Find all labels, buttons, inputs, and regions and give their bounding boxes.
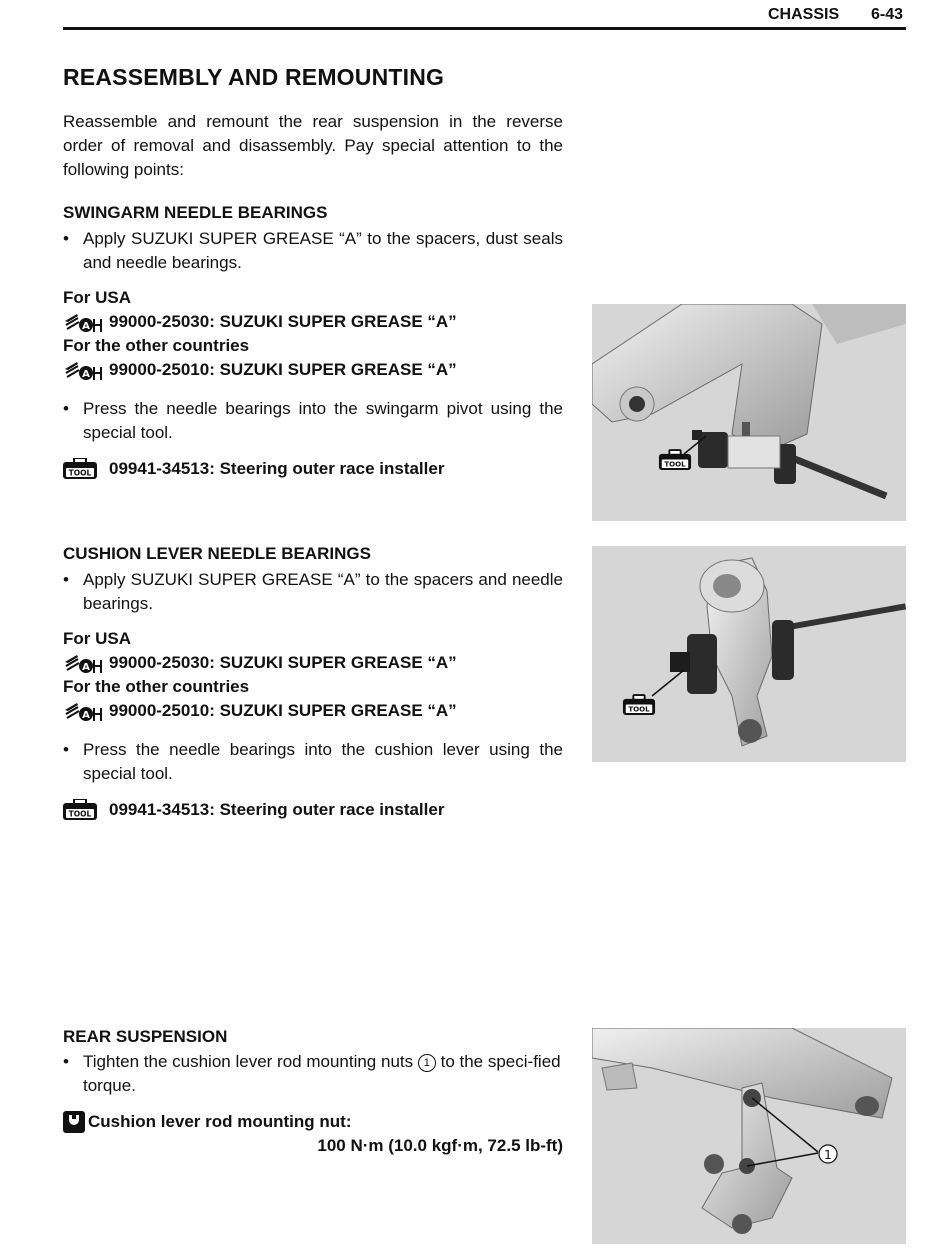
header-rule	[63, 27, 906, 30]
tool-icon	[622, 694, 656, 717]
torque-value: 100 N·m (10.0 kgf·m, 72.5 lb-ft)	[317, 1136, 563, 1155]
swingarm-bullet-grease	[63, 227, 563, 275]
tool-badge-text: TOOL	[628, 704, 650, 714]
grease-badge-letter: A	[82, 710, 90, 721]
page-title: REASSEMBLY AND REMOUNTING	[63, 64, 445, 90]
cushion-bullet-grease	[63, 568, 563, 616]
swingarm-grease-usa: 99000-25030: SUZUKI SUPER GREASE “A”	[109, 312, 457, 331]
cushion-bullet-press	[63, 738, 563, 786]
grease-icon	[63, 311, 105, 333]
bullet-text	[83, 1050, 563, 1098]
grease-badge-letter: A	[82, 369, 90, 380]
bullet-text-part1: Tighten the cushion lever rod mounting nuts	[83, 1052, 414, 1071]
swingarm-region-other: For the other countries	[63, 336, 250, 355]
swingarm-tool: 09941-34513: Steering outer race installer	[109, 459, 445, 478]
bullet-dot: •	[63, 229, 69, 248]
tool-badge-text: TOOL	[68, 809, 92, 819]
torque-wrench-icon	[63, 1111, 85, 1133]
rear-suspension-photo	[592, 1028, 906, 1244]
swingarm-region-usa: For USA	[63, 288, 131, 307]
cushion-region-other: For the other countries	[63, 677, 250, 696]
swingarm-bullet-press	[63, 397, 563, 445]
photo-callout-number: 1	[824, 1148, 832, 1162]
rear-bullet-tighten	[63, 1050, 563, 1098]
callout-ref-circle: 1	[418, 1054, 436, 1072]
rear-heading: REAR SUSPENSION	[63, 1027, 228, 1046]
grease-icon	[63, 652, 105, 674]
bullet-text: Apply SUZUKI SUPER GREASE “A” to the spacers, dust seals and needle bearings.	[83, 229, 563, 272]
swingarm-grease-other: 99000-25010: SUZUKI SUPER GREASE “A”	[109, 360, 457, 379]
tool-badge-text: TOOL	[664, 459, 686, 469]
header-section: CHASSIS	[768, 6, 840, 23]
tool-icon	[62, 799, 98, 821]
grease-badge-letter: A	[82, 321, 90, 332]
tool-icon	[62, 458, 98, 480]
bullet-dot: •	[63, 570, 69, 589]
cushion-tool: 09941-34513: Steering outer race installer	[109, 800, 445, 819]
bullet-dot: •	[63, 1052, 69, 1071]
grease-icon	[63, 359, 105, 381]
tool-icon	[658, 449, 692, 472]
grease-badge-letter: A	[82, 662, 90, 673]
torque-label: Cushion lever rod mounting nut:	[88, 1112, 352, 1131]
cushion-lever-photo	[592, 546, 906, 762]
cushion-heading: CUSHION LEVER NEEDLE BEARINGS	[63, 544, 371, 563]
cushion-grease-usa: 99000-25030: SUZUKI SUPER GREASE “A”	[109, 653, 457, 672]
bullet-dot: •	[63, 740, 69, 759]
tool-badge-text: TOOL	[68, 468, 92, 478]
bullet-text: Press the needle bearings into the swingarm pivot using the special tool.	[83, 399, 563, 442]
bullet-dot: •	[63, 399, 69, 418]
cushion-region-usa: For USA	[63, 629, 131, 648]
swingarm-heading: SWINGARM NEEDLE BEARINGS	[63, 203, 328, 222]
bullet-text: Apply SUZUKI SUPER GREASE “A” to the spacers and needle bearings.	[83, 570, 563, 613]
cushion-grease-other: 99000-25010: SUZUKI SUPER GREASE “A”	[109, 701, 457, 720]
header-page-number: 6-43	[871, 6, 904, 23]
grease-icon	[63, 700, 105, 722]
intro-paragraph: Reassemble and remount the rear suspension in the reverse order of removal and disassembly. Pay special attention to the following points:	[63, 112, 563, 179]
bullet-text-part2: to the speci-fied torque.	[83, 1052, 561, 1095]
bullet-text: Press the needle bearings into the cushion lever using the special tool.	[83, 740, 563, 783]
swingarm-photo	[592, 304, 906, 521]
